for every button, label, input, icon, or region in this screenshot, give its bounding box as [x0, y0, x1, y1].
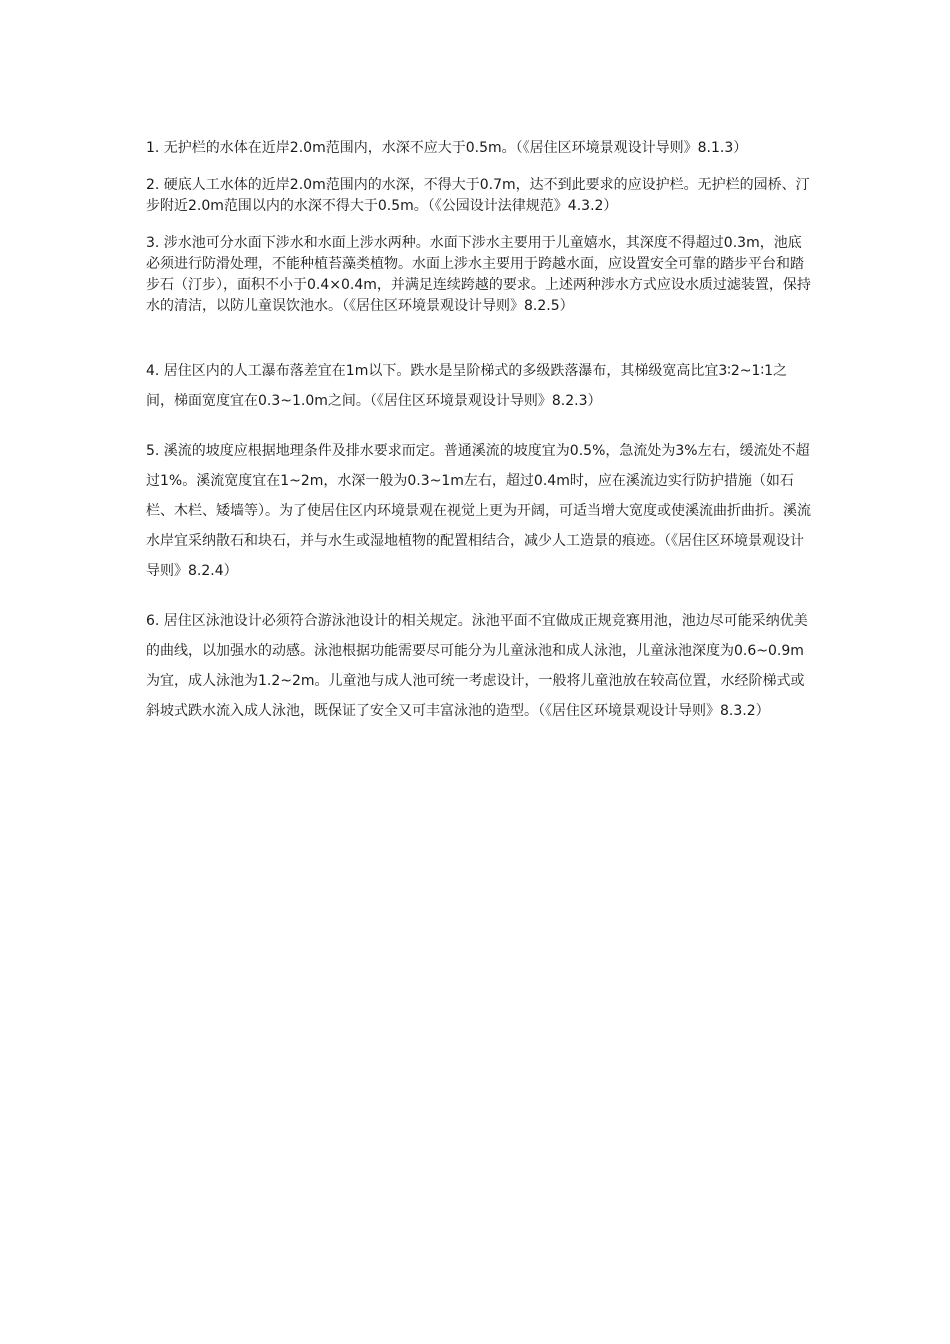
clause-6: 6. 居住区泳池设计必须符合游泳池设计的相关规定。泳池平面不宜做成正规竞赛用池，池边尽可能采纳优美的曲线，以加强水的动感。泳池根据功能需要尽可能分为儿童泳池和成人泳池，儿童泳池深度为0.6~0.9m为宜，成人泳池为1.2~2m。儿童池与成人池可统一考虑设计，一般将儿童池放在较高位置，水经阶梯式或斜坡式跌水流入成人泳池，既保证了安全又可丰富泳池的造型。（《居住区环境景观设计导则》8.3.2） — [146, 613, 808, 719]
clause-2: 2. 硬底人工水体的近岸2.0m范围内的水深，不得大于0.7m，达不到此要求的应设护栏。无护栏的园桥、汀步附近2.0m范围以内的水深不得大于0.5m。（《公园设计法律规范》4.3.2） — [146, 177, 810, 214]
clause-3: 3. 涉水池可分水面下涉水和水面上涉水两种。水面下涉水主要用于儿童嬉水，其深度不得超过0.3m，池底必须进行防滑处理，不能种植苔藻类植物。水面上涉水主要用于跨越水面，应设置安全可靠的踏步平台和踏步石（汀步），面积不小于0.4×0.4m，并满足连续跨越的要求。上述两种涉水方式应设水质过滤装置，保持水的清洁，以防儿童误饮池水。（《居住区环境景观设计导则》8.2.5） — [146, 235, 811, 314]
document-body — [146, 133, 811, 726]
clause-1: 1. 无护栏的水体在近岸2.0m范围内，水深不应大于0.5m。（《居住区环境景观设计导则》8.1.3） — [146, 140, 748, 156]
clause-4: 4. 居住区内的人工瀑布落差宜在1m以下。跌水是呈阶梯式的多级跌落瀑布，其梯级宽高比宜3∶2~1∶1之间，梯面宽度宜在0.3~1.0m之间。（《居住区环境景观设计导则》8.2.3） — [146, 363, 787, 409]
clause-5: 5. 溪流的坡度应根据地理条件及排水要求而定。普通溪流的坡度宜为0.5%，急流处为3%左右，缓流处不超过1%。溪流宽度宜在1~2m，水深一般为0.3~1m左右，超过0.4m时，应在溪流边实行防护措施（如石栏、木栏、矮墙等）。为了使居住区内环境景观在视觉上更为开阔，可适当增大宽度或使溪流曲折曲折。溪流水岸宜采纳散石和块石，并与水生或湿地植物的配置相结合，减少人工造景的痕迹。（《居住区环境景观设计导则》8.2.4） — [146, 443, 811, 579]
